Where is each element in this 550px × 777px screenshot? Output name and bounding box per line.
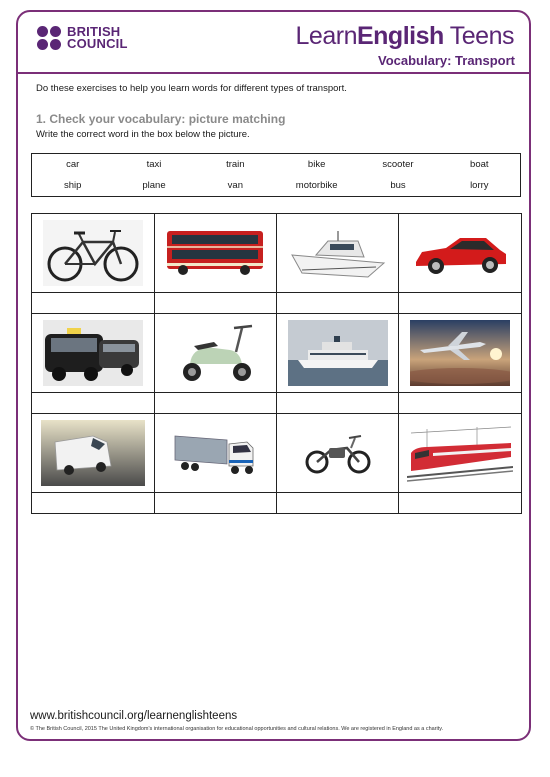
lorry-picture — [154, 414, 276, 493]
motorbike-icon — [303, 430, 373, 476]
word-motorbike: motorbike — [295, 180, 338, 191]
scooter-picture — [154, 314, 276, 393]
ship-picture — [276, 314, 398, 393]
airplane-icon — [410, 320, 510, 386]
van-picture — [32, 414, 155, 493]
bus-icon — [165, 228, 265, 278]
motorbike-picture — [276, 414, 398, 493]
bicycle-icon — [43, 220, 143, 286]
car-icon — [410, 228, 510, 278]
answer-box[interactable] — [399, 393, 522, 414]
plane-picture — [399, 314, 522, 393]
taxi-picture — [32, 314, 155, 393]
train-picture — [399, 414, 522, 493]
logo-line2: COUNCIL — [67, 36, 128, 51]
word-ship: ship — [63, 180, 82, 191]
scooter-icon — [170, 320, 260, 386]
train-icon — [407, 423, 513, 483]
word-boat: boat — [470, 159, 489, 170]
british-council-logo — [37, 26, 128, 50]
answer-box[interactable] — [276, 493, 398, 514]
answer-box[interactable] — [32, 293, 155, 314]
word-bank — [31, 153, 521, 197]
exercise-title: 1. Check your vocabulary: picture matching — [36, 112, 286, 126]
answer-box[interactable] — [154, 393, 276, 414]
answer-box[interactable] — [399, 493, 522, 514]
word-scooter: scooter — [382, 159, 414, 170]
boat-icon — [288, 223, 388, 283]
page-subtitle: Vocabulary: Transport — [377, 53, 515, 68]
brand-english: English — [356, 22, 444, 50]
word-bike: bike — [307, 159, 326, 170]
word-train: train — [226, 159, 245, 170]
word-plane: plane — [142, 180, 166, 191]
van-icon — [41, 420, 145, 486]
answer-box[interactable] — [276, 293, 398, 314]
bike-picture — [32, 214, 155, 293]
answer-box[interactable] — [399, 293, 522, 314]
header-divider — [18, 72, 529, 74]
word-taxi: taxi — [146, 159, 162, 170]
logo-dots-icon — [37, 26, 61, 50]
lorry-icon — [173, 430, 257, 476]
boat-picture — [276, 214, 398, 293]
word-lorry: lorry — [470, 180, 489, 191]
taxi-icon — [43, 320, 143, 386]
learnenglish-teens-brand — [296, 22, 514, 51]
car-picture — [399, 214, 522, 293]
word-bank-row — [32, 180, 520, 191]
picture-matching-grid — [31, 213, 522, 514]
answer-box[interactable] — [32, 493, 155, 514]
brand-learn: Learn — [295, 22, 357, 50]
ship-icon — [288, 320, 388, 386]
footer-copyright: © The British Council, 2015 The United Kingdom's international organisation for educational opportunities and cultural relations. We are registered in England as a charity. — [30, 726, 444, 732]
word-bank-row — [32, 159, 520, 170]
answer-box[interactable] — [32, 393, 155, 414]
footer-url[interactable]: www.britishcouncil.org/learnenglishteens — [30, 710, 238, 722]
answer-box[interactable] — [276, 393, 398, 414]
intro-text: Do these exercises to help you learn words for different types of transport. — [36, 83, 347, 94]
answer-box[interactable] — [154, 293, 276, 314]
bus-picture — [154, 214, 276, 293]
word-car: car — [66, 159, 80, 170]
word-van: van — [227, 180, 243, 191]
brand-teens: Teens — [443, 22, 514, 50]
word-bus: bus — [390, 180, 406, 191]
logo-line1: BRITISH — [67, 24, 121, 39]
exercise-instruction: Write the correct word in the box below the picture. — [36, 129, 250, 140]
answer-box[interactable] — [154, 493, 276, 514]
